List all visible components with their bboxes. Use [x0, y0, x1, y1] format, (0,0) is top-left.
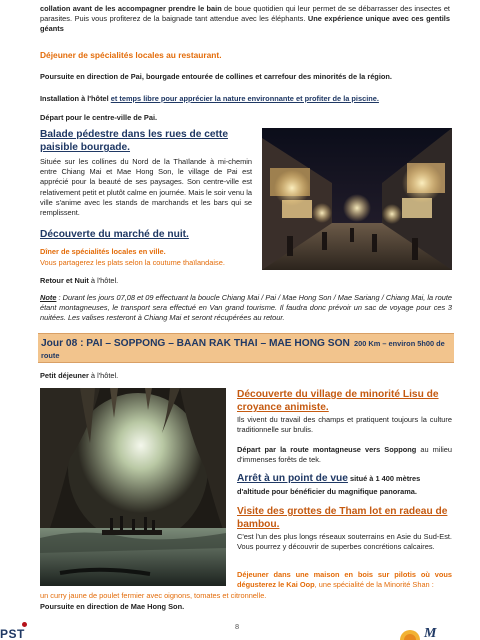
- cave-illustration: [40, 388, 226, 586]
- lunch-curry-line: un curry jaune de poulet fermier avec oignons, tomates et citronnelle.: [40, 591, 267, 600]
- night-market-title: Découverte du marché de nuit.: [40, 229, 189, 240]
- hotel-line-plain: Installation à l'hôtel: [40, 94, 111, 103]
- breakfast-plain: à l'hôtel.: [88, 371, 119, 380]
- day-08-title: Jour 08 : PAI – SOPPONG – BAAN RAK THAI – MAE HONG SON: [41, 338, 350, 349]
- hotel-line-link: et temps libre pour apprécier la nature environnante et profiter de la piscine.: [110, 94, 379, 103]
- hotel-line: [40, 94, 460, 104]
- sun-logo-icon: [398, 624, 480, 640]
- viewpoint-line: [237, 472, 452, 486]
- breakfast-bold: Petit déjeuner: [40, 371, 89, 380]
- depart-line: Départ pour le centre-ville de Pai.: [40, 113, 158, 122]
- intro-bold-1: collation avant de les accompagner prendre le bain: [40, 4, 222, 13]
- note-label: Note: [40, 293, 57, 302]
- viewpoint-title: Arrêt à un point de vue: [237, 473, 348, 484]
- soppong-route: [237, 445, 452, 465]
- intro-bold-2: Une expérience unique avec ces gentils géants: [40, 14, 450, 34]
- soppong-route-bold: Départ par la route montagneuse vers Soppong: [237, 445, 417, 454]
- night-market-photo: [262, 128, 452, 270]
- right-logo: [398, 624, 480, 640]
- walk-body: Située sur les collines du Nord de la Thaïlande à mi-chemin entre Chiang Mai et Mae Hong Son, le village de Pai est apprécié pour la beauté de ses paysages. Son centre-ville est relativement petit et plutôt calme en journée. Mais le soir venu la ville s'anime avec les stands de marchands et les bars qui se remplissent.: [40, 157, 252, 218]
- walk-title: Balade pédestre dans les rues de cette paisible bourgade.: [40, 129, 228, 154]
- return-plain: à l'hôtel.: [88, 276, 119, 285]
- day-08-distance: 200 Km – environ 5h00 de: [354, 339, 445, 348]
- caves-body: C'est l'un des plus longs réseaux souterrains en Asie du Sud-Est. Vous pourrez y découvrir de superbes concrétions calcaires.: [237, 532, 452, 552]
- left-logo-dot: [22, 622, 27, 627]
- caves-title: Visite des grottes de Tham lot en radeau de bambou.: [237, 506, 448, 531]
- return-bold: Retour et Nuit: [40, 276, 89, 285]
- night-market-illustration: [262, 128, 452, 270]
- intro-text: de boue quotidien qui leur permet de se débarrasser des insectes et parasites. Puis vous profiterez de la baignade tant attendue avec les éléphants.: [40, 4, 450, 24]
- left-logo: PST: [0, 627, 25, 640]
- note-text: : Durant les jours 07,08 et 09 effectuant la boucle Chiang Mai / Pai / Mae Hong Son / Mae Sariang / Chiang Mai, la route étant montagneuses, le transport sera effectué en Van grand tourisme. Il faudra donc prévoir un sac de voyage pour ces 3 nuitées. Les valises resteront à Chiang Mai et seront récupérées au retour.: [40, 293, 452, 323]
- mae-hong-son-line: Poursuite en direction de Mae Hong Son.: [40, 602, 185, 611]
- sharing-line: Vous partagerez les plats selon la coutume thaïlandaise.: [40, 258, 225, 267]
- lunch-kai-oop-plain: , une spécialité de la Minorité Shan :: [314, 580, 434, 590]
- day-08-route: route: [41, 351, 60, 360]
- lunch-kai-oop-bold: Déjeuner dans une maison en bois sur pilotis où vous dégusterez le Kai Oop: [237, 570, 452, 590]
- soppong-route-plain: au milieu d'immenses forêts de tek.: [237, 445, 452, 465]
- intro-paragraph: [40, 4, 450, 35]
- right-logo-letter: M: [424, 626, 437, 640]
- cave-photo: [40, 388, 226, 586]
- dinner-line: Dîner de spécialités locales en ville.: [40, 247, 166, 256]
- viewpoint-altitude: situé à 1 400 mètres: [347, 474, 421, 483]
- note-paragraph: [40, 293, 452, 324]
- return-line: [40, 276, 118, 286]
- lunch-kai-oop: [237, 570, 452, 590]
- pai-line: Poursuite en direction de Pai, bourgade entourée de collines et carrefour des minorités de la région.: [40, 72, 392, 81]
- breakfast-line: [40, 371, 118, 381]
- lisu-body: Ils vivent du travail des champs et pratiquent toujours la culture traditionnelle sur brulis.: [237, 415, 452, 435]
- page-number: 8: [235, 622, 240, 631]
- viewpoint-sub: d'altitude pour bénéficier du magnifique panorama.: [237, 487, 417, 496]
- lisu-title: Découverte du village de minorité Lisu de croyance animiste.: [237, 389, 439, 414]
- lunch-heading: Déjeuner de spécialités locales au restaurant.: [40, 50, 222, 60]
